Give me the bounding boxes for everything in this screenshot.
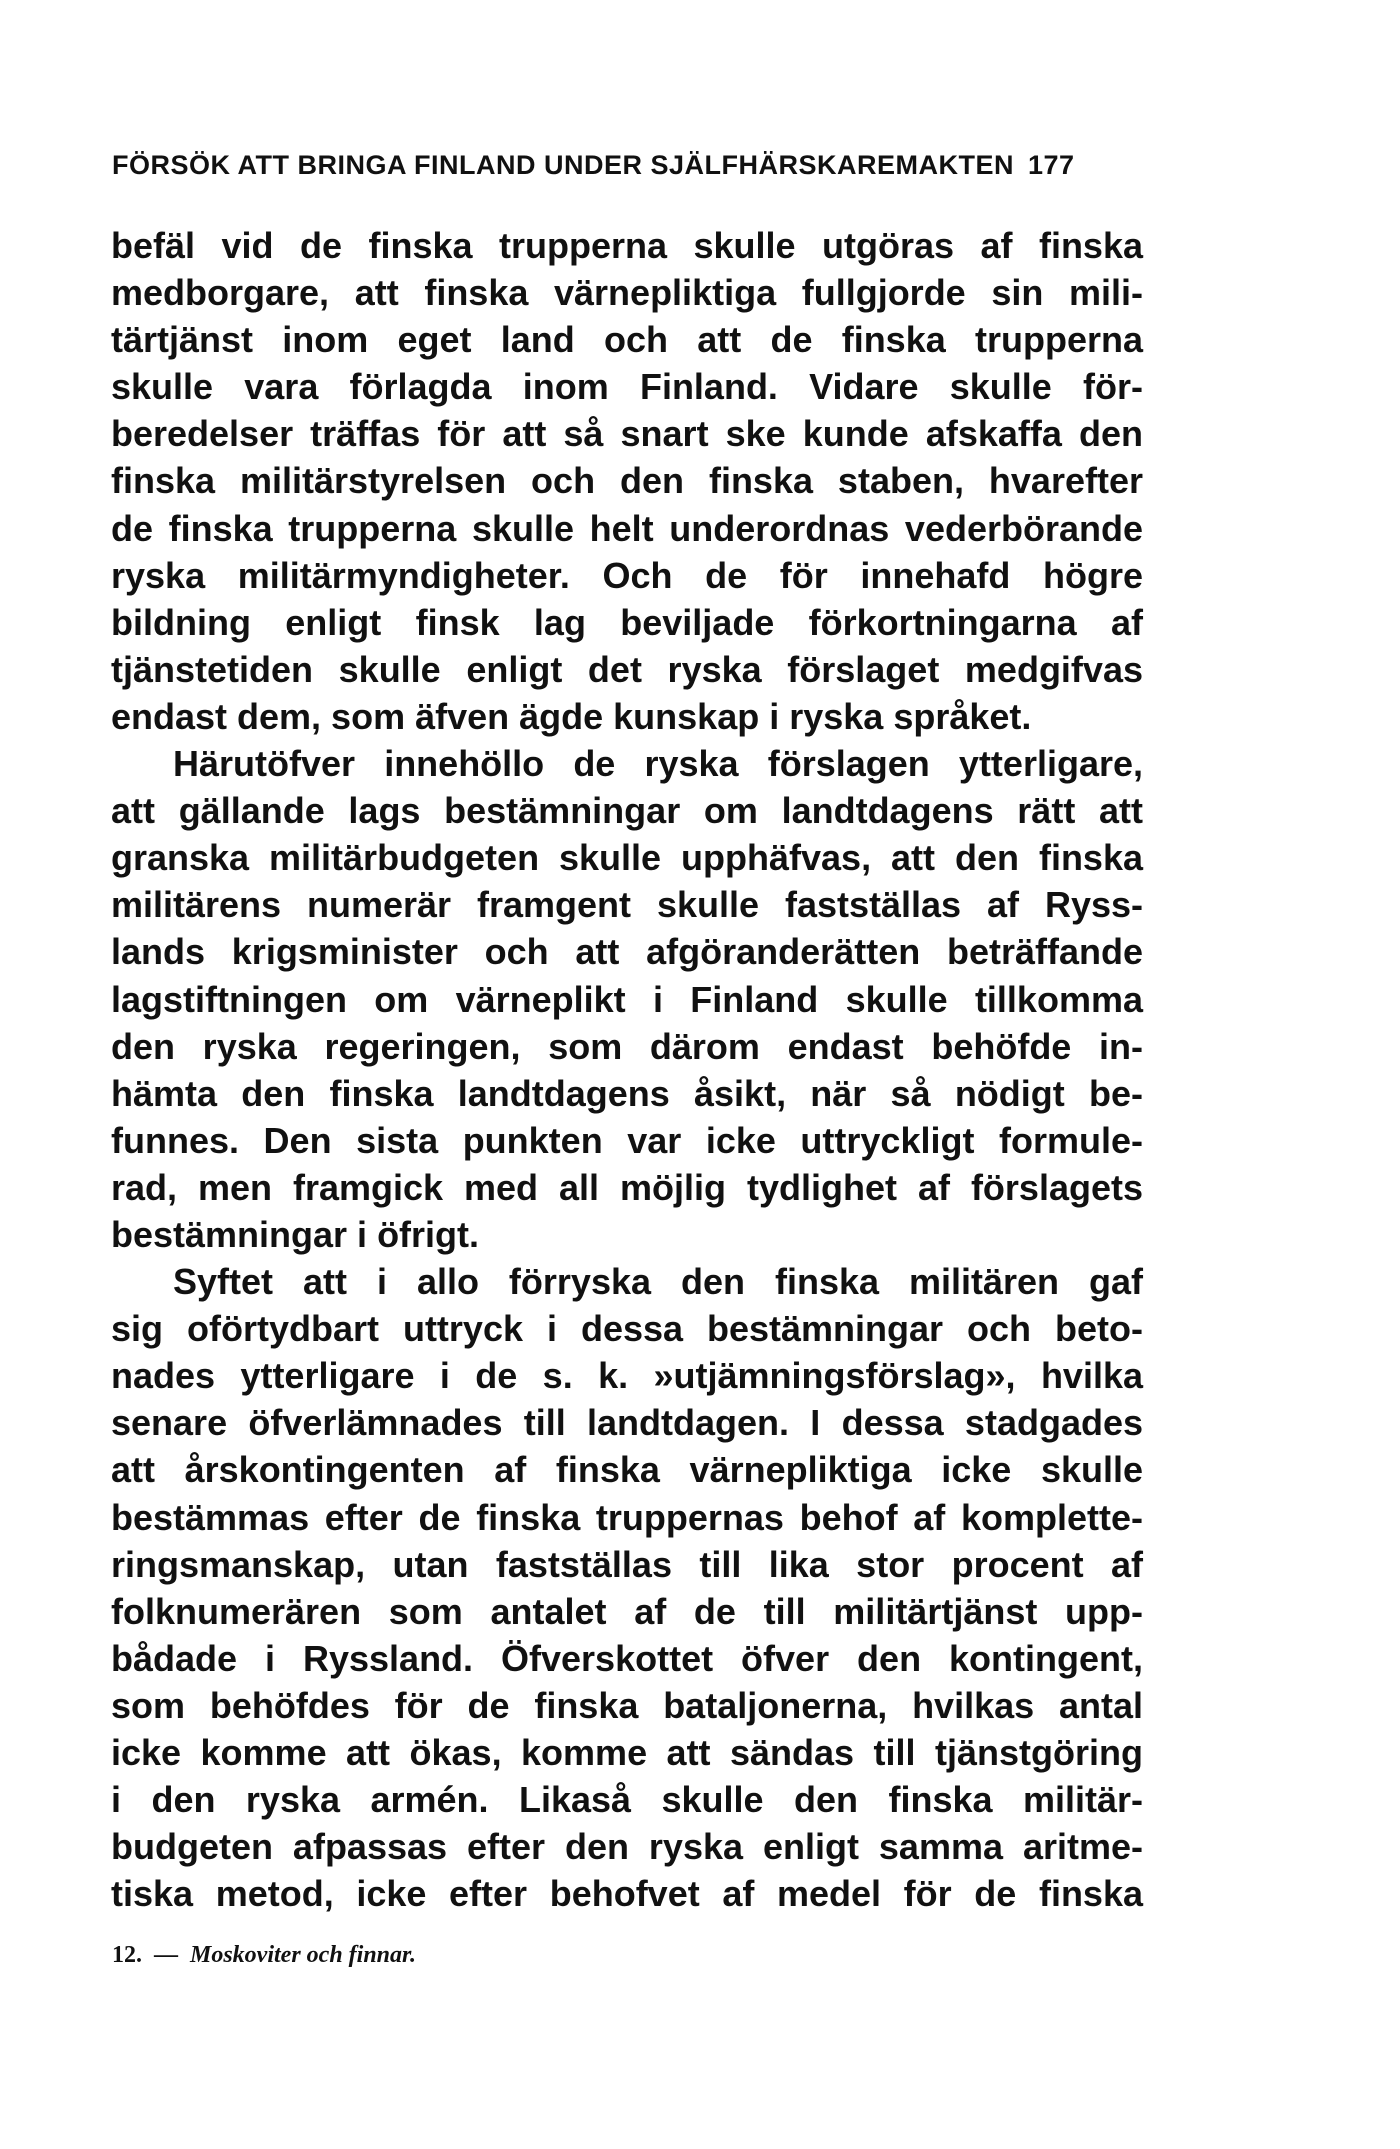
- body-text: [111, 222, 1143, 1917]
- text-line: Härutöfver innehöllo de ryska förslagen ytterligare,: [173, 743, 1143, 785]
- text-line: tärtjänst inom eget land och att de finska trupperna: [111, 319, 1143, 361]
- text-line: icke komme att ökas, komme att sändas till tjänstgöring: [111, 1732, 1143, 1773]
- text-line: sig oförtydbart uttryck i dessa bestämningar och beto-: [111, 1308, 1143, 1350]
- text-line: att gällande lags bestämningar om landtdagens rätt att: [111, 790, 1143, 832]
- text-line: ringsmanskap, utan fastställas till lika stor procent af: [111, 1543, 1143, 1585]
- text-line: den ryska regeringen, som därom endast behöfde in-: [111, 1025, 1143, 1067]
- text-line: finska militärstyrelsen och den finska staben, hvarefter: [111, 460, 1143, 502]
- text-line: endast dem, som äfven ägde kunskap i ryska språket.: [111, 695, 1032, 737]
- text-line: bådade i Ryssland. Öfverskottet öfver den kontingent,: [111, 1637, 1143, 1679]
- page-number: 177: [1027, 150, 1075, 180]
- text-line: skulle vara förlagda inom Finland. Vidare skulle för-: [111, 366, 1143, 408]
- footer-dash: —: [154, 1942, 178, 1968]
- text-line: lands krigsminister och att afgöranderätten beträffande: [111, 931, 1143, 973]
- text-line: tjänstetiden skulle enligt det ryska förslaget medgifvas: [111, 648, 1143, 690]
- signature-mark: 12.: [112, 1942, 142, 1968]
- text-line: att årskontingenten af finska värnepliktiga icke skulle: [111, 1449, 1143, 1491]
- text-line: bestämningar i öfrigt.: [111, 1213, 480, 1255]
- text-line: bildning enligt finsk lag beviljade förkortningarna af: [111, 601, 1143, 643]
- text-line: medborgare, att finska värnepliktiga fullgjorde sin mili-: [111, 272, 1143, 314]
- signature-footer: [112, 1940, 416, 1970]
- text-line: budgeten afpassas efter den ryska enligt samma aritme-: [111, 1826, 1143, 1868]
- text-line: Syftet att i allo förryska den finska militären gaf: [173, 1261, 1143, 1303]
- text-line: folknumerären som antalet af de till militärtjänst upp-: [111, 1590, 1143, 1632]
- text-line: lagstiftningen om värneplikt i Finland skulle tillkomma: [111, 978, 1143, 1020]
- text-line: militärens numerär framgent skulle fastställas af Ryss-: [111, 884, 1143, 926]
- text-line: senare öfverlämnades till landtdagen. I dessa stadgades: [111, 1402, 1143, 1444]
- text-line: tiska metod, icke efter behofvet af medel för de finska: [111, 1873, 1143, 1915]
- book-short-title: Moskoviter och finnar.: [190, 1942, 417, 1968]
- running-head: [112, 148, 1142, 182]
- text-line: i den ryska armén. Likaså skulle den finska militär-: [111, 1779, 1143, 1821]
- text-line: som behöfdes för de finska bataljonerna, hvilkas antal: [111, 1684, 1143, 1726]
- text-line: beredelser träffas för att så snart ske kunde afskaffa den: [111, 413, 1143, 455]
- text-line: de finska trupperna skulle helt underordnas vederbörande: [111, 507, 1143, 549]
- text-line: rad, men framgick med all möjlig tydlighet af förslagets: [111, 1166, 1143, 1208]
- text-line: bestämmas efter de finska truppernas behof af komplette-: [111, 1496, 1143, 1538]
- text-line: ryska militärmyndigheter. Och de för innehafd högre: [111, 554, 1143, 596]
- text-line: granska militärbudgeten skulle upphäfvas, att den finska: [111, 837, 1143, 879]
- text-line: befäl vid de finska trupperna skulle utgöras af finska: [111, 225, 1143, 266]
- text-line: nades ytterligare i de s. k. »utjämningsförslag», hvilka: [111, 1355, 1143, 1397]
- running-title: FÖRSÖK ATT BRINGA FINLAND UNDER SJÄLFHÄRSKAREMAKTEN: [112, 150, 1014, 180]
- text-line: hämta den finska landtdagens åsikt, när så nödigt be-: [111, 1072, 1143, 1114]
- text-line: funnes. Den sista punkten var icke uttryckligt formule-: [111, 1119, 1143, 1161]
